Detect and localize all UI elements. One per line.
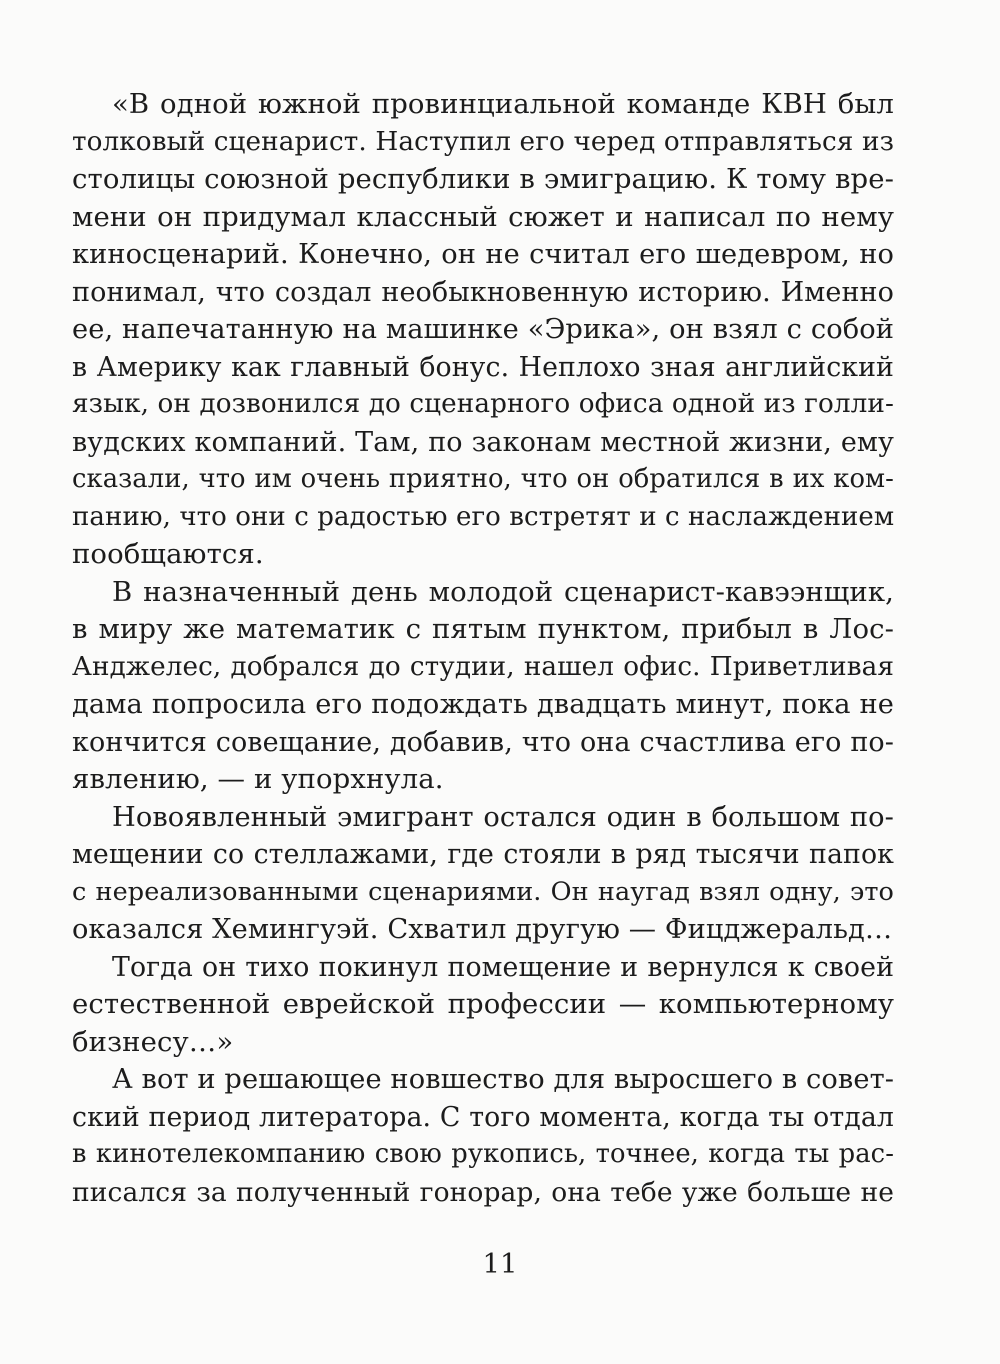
text-line: панию, что они с радостью его встретят и с наслаждением [72,501,895,532]
text-line: Анджелес, добрался до студии, нашел офис. Приветливая [72,651,894,682]
text-line: естественной еврейской профессии — компьютерному [72,988,894,1020]
body-text [72,86,894,1211]
text-line: ский период литератора. С того момента, когда ты отдал [72,1101,894,1133]
text-line: вудских компаний. Там, по законам местной жизни, ему [72,426,894,458]
text-line: явлению, — и упорхнула. [72,763,444,795]
text-line: мещении со стеллажами, где стояли в ряд тысячи папок [72,839,894,870]
text-line: столицы союзной республики в эмиграцию. К тому вре- [72,163,894,195]
text-line: в миру же математик с пятым пунктом, прибыл в Лос- [72,613,894,645]
text-line: бизнесу…» [72,1025,234,1058]
text-line: писался за полученный гонорар, она тебе уже больше не [72,1176,894,1208]
text-line: дама попросила его подождать двадцать минут, пока не [72,689,894,720]
text-line: Тогда он тихо покинул помещение и вернулся к своей [112,951,894,983]
text-line: В назначенный день молодой сценарист-кавээнщик, [112,575,894,608]
text-line: с нереализованными сценариями. Он наугад взял одну, это [72,876,894,907]
text-line: в Америку как главный бонус. Неплохо зная английский [72,351,894,383]
text-line: А вот и решающее новшество для выросшего в совет- [112,1064,895,1095]
text-line: сказали, что им очень приятно, что он обратился в их ком- [72,464,894,494]
text-line: ее, напечатанную на машинке «Эрика», он взял с собой [72,314,894,345]
text-line: киносценарий. Конечно, он не считал его шедевром, но [72,239,894,270]
text-line: «В одной южной провинциальной команде КВН был [112,88,894,120]
text-line: понимал, что создал необыкновенную историю. Именно [72,276,894,308]
text-line: мени он придумал классный сюжет и написал по нему [72,200,894,233]
text-line: Новоявленный эмигрант остался один в большом по- [112,801,894,833]
text-line: в кинотелекомпанию свою рукопись, точнее, когда ты рас- [72,1139,894,1169]
text-line: оказался Хемингуэй. Схватил другую — Фицджеральд… [72,914,893,945]
text-line: кончится совещание, добавив, что она счастлива его по- [72,726,894,758]
text-line: язык, он дозвонился до сценарного офиса одной из голли- [72,389,894,419]
text-line: толковый сценарист. Наступил его черед отправляться из [72,126,894,157]
page-number: 11 [482,1248,518,1280]
text-line: пообщаются. [72,538,264,570]
